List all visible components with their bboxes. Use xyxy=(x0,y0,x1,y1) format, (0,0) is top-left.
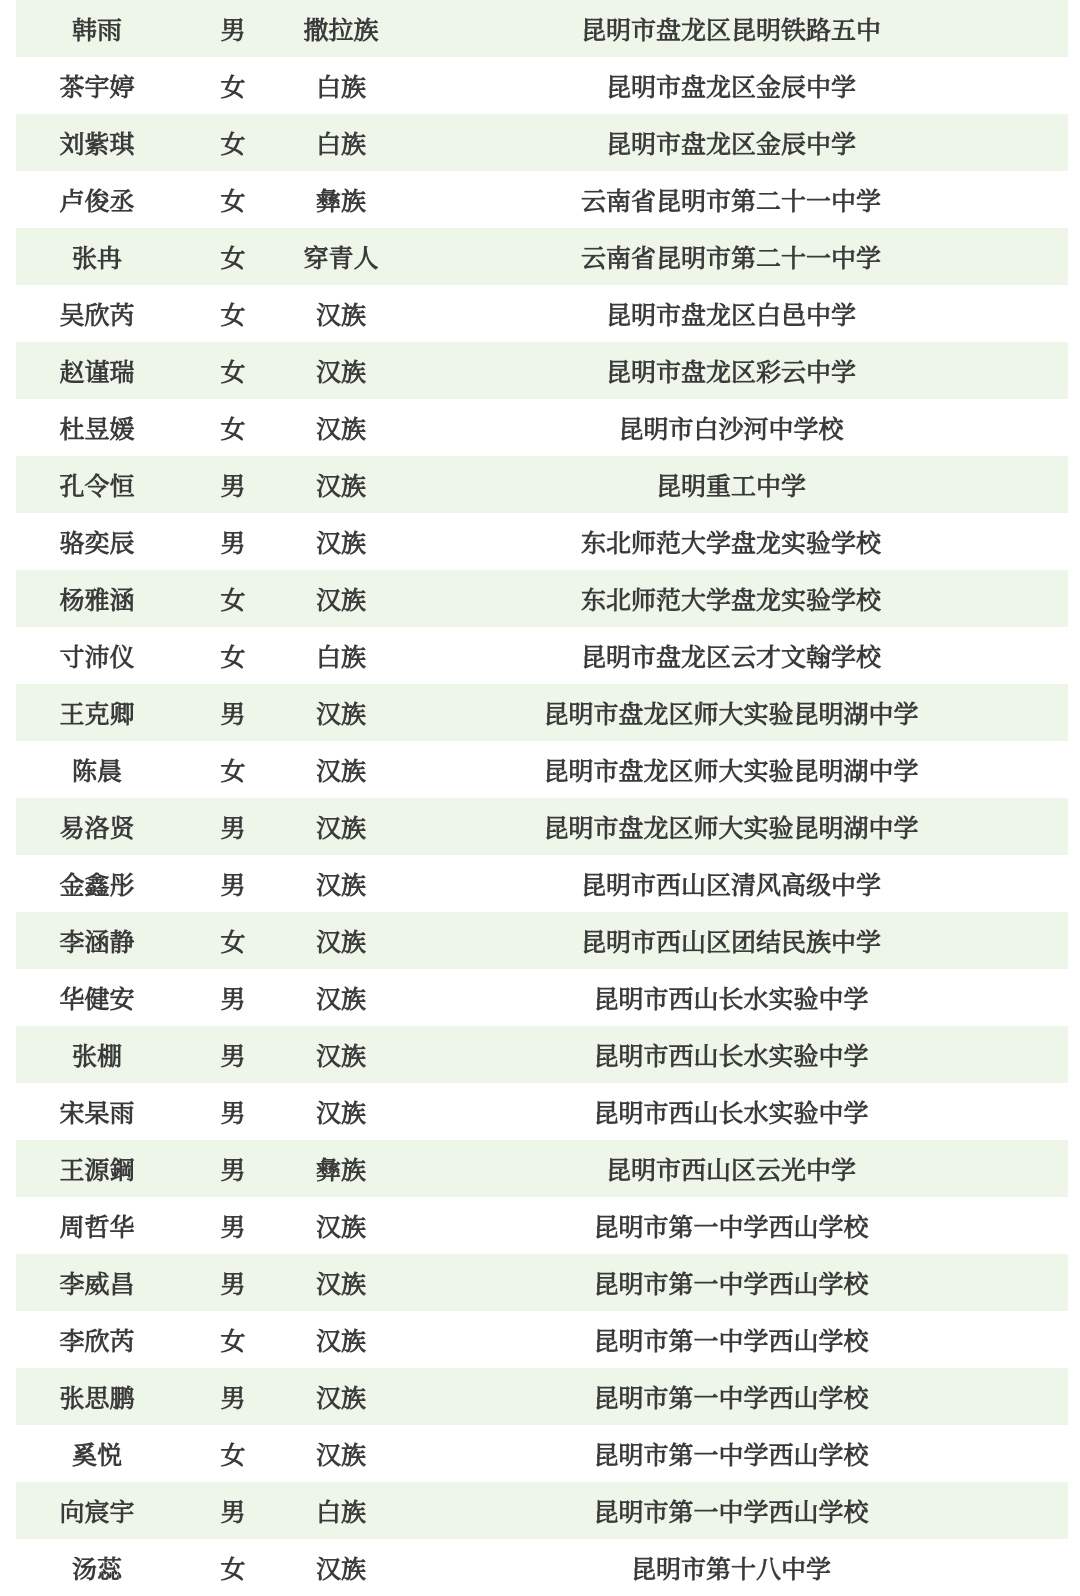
name-cell: 汤蕊 xyxy=(71,1554,122,1584)
school-cell: 昆明市盘龙区彩云中学 xyxy=(605,357,856,387)
table-row xyxy=(16,1083,1068,1140)
gender-cell: 男 xyxy=(220,1269,246,1299)
ethnicity-cell: 彝族 xyxy=(315,1155,366,1185)
table-row xyxy=(16,1140,1068,1197)
name-cell: 王源鋼 xyxy=(59,1155,135,1185)
ethnicity-cell: 汉族 xyxy=(315,1326,366,1356)
school-cell: 昆明市第一中学西山学校 xyxy=(593,1497,869,1527)
table-row xyxy=(16,57,1068,114)
school-cell: 昆明市西山长水实验中学 xyxy=(593,984,869,1014)
ethnicity-cell: 汉族 xyxy=(315,1383,366,1413)
gender-cell: 男 xyxy=(220,1212,246,1242)
name-cell: 金鑫彤 xyxy=(59,870,135,900)
name-cell: 杨雅涵 xyxy=(59,585,135,615)
name-cell: 李威昌 xyxy=(59,1269,135,1299)
gender-cell: 男 xyxy=(220,1098,246,1128)
name-cell: 王克卿 xyxy=(59,699,135,729)
name-cell: 奚悦 xyxy=(71,1440,122,1470)
name-cell: 韩雨 xyxy=(71,15,122,45)
table-row xyxy=(16,969,1068,1026)
gender-cell: 男 xyxy=(220,1383,246,1413)
school-cell: 昆明市盘龙区云才文翰学校 xyxy=(580,642,881,672)
school-cell: 昆明市白沙河中学校 xyxy=(618,414,844,444)
gender-cell: 男 xyxy=(220,471,246,501)
table-row xyxy=(16,1482,1068,1539)
school-cell: 东北师范大学盘龙实验学校 xyxy=(580,528,881,558)
name-cell: 茶宇婷 xyxy=(59,72,135,102)
name-cell: 赵谨瑞 xyxy=(59,357,135,387)
gender-cell: 男 xyxy=(220,984,246,1014)
ethnicity-cell: 白族 xyxy=(315,72,366,102)
gender-cell: 女 xyxy=(220,300,246,330)
school-cell: 昆明市盘龙区白邑中学 xyxy=(605,300,856,330)
table-row xyxy=(16,285,1068,342)
school-cell: 昆明市盘龙区金辰中学 xyxy=(605,72,856,102)
name-cell: 向宸宇 xyxy=(59,1497,135,1527)
school-cell: 昆明市第一中学西山学校 xyxy=(593,1440,869,1470)
name-cell: 李涵静 xyxy=(59,927,135,957)
name-cell: 宋杲雨 xyxy=(59,1098,135,1128)
gender-cell: 女 xyxy=(220,927,246,957)
table-row xyxy=(16,513,1068,570)
table-row xyxy=(16,399,1068,456)
gender-cell: 女 xyxy=(220,129,246,159)
ethnicity-cell: 汉族 xyxy=(315,756,366,786)
name-cell: 张冉 xyxy=(71,243,122,273)
ethnicity-cell: 汉族 xyxy=(315,1440,366,1470)
ethnicity-cell: 撒拉族 xyxy=(303,15,379,45)
table-row xyxy=(16,171,1068,228)
ethnicity-cell: 汉族 xyxy=(315,984,366,1014)
table-row xyxy=(16,342,1068,399)
ethnicity-cell: 汉族 xyxy=(315,1041,366,1071)
name-cell: 杜昱媛 xyxy=(59,414,135,444)
name-cell: 周哲华 xyxy=(59,1212,135,1242)
gender-cell: 女 xyxy=(220,357,246,387)
gender-cell: 男 xyxy=(220,1155,246,1185)
name-cell: 寸沛仪 xyxy=(59,642,135,672)
gender-cell: 女 xyxy=(220,186,246,216)
table-row xyxy=(16,912,1068,969)
school-cell: 昆明市西山区云光中学 xyxy=(605,1155,856,1185)
school-cell: 昆明市第一中学西山学校 xyxy=(593,1212,869,1242)
table-row xyxy=(16,1254,1068,1311)
student-list-table xyxy=(16,0,1068,1596)
school-cell: 昆明市西山区清风高级中学 xyxy=(580,870,881,900)
school-cell: 昆明市第一中学西山学校 xyxy=(593,1269,869,1299)
school-cell: 昆明市西山区团结民族中学 xyxy=(580,927,881,957)
name-cell: 吴欣芮 xyxy=(59,300,135,330)
school-cell: 昆明市盘龙区师大实验昆明湖中学 xyxy=(543,813,919,843)
name-cell: 陈晨 xyxy=(71,756,122,786)
school-cell: 云南省昆明市第二十一中学 xyxy=(580,243,881,273)
gender-cell: 女 xyxy=(220,1440,246,1470)
ethnicity-cell: 汉族 xyxy=(315,414,366,444)
gender-cell: 男 xyxy=(220,813,246,843)
gender-cell: 男 xyxy=(220,870,246,900)
table-row xyxy=(16,627,1068,684)
name-cell: 孔令恒 xyxy=(59,471,135,501)
ethnicity-cell: 汉族 xyxy=(315,927,366,957)
gender-cell: 男 xyxy=(220,1497,246,1527)
table-row xyxy=(16,570,1068,627)
school-cell: 昆明市盘龙区昆明铁路五中 xyxy=(580,15,881,45)
ethnicity-cell: 汉族 xyxy=(315,1269,366,1299)
table-row xyxy=(16,1026,1068,1083)
table-row xyxy=(16,1425,1068,1482)
school-cell: 昆明市西山长水实验中学 xyxy=(593,1041,869,1071)
ethnicity-cell: 汉族 xyxy=(315,1554,366,1584)
table-row xyxy=(16,798,1068,855)
school-cell: 昆明市第一中学西山学校 xyxy=(593,1326,869,1356)
ethnicity-cell: 汉族 xyxy=(315,813,366,843)
ethnicity-cell: 穿青人 xyxy=(303,243,379,273)
school-cell: 昆明重工中学 xyxy=(655,471,806,501)
ethnicity-cell: 白族 xyxy=(315,129,366,159)
gender-cell: 男 xyxy=(220,528,246,558)
ethnicity-cell: 汉族 xyxy=(315,471,366,501)
ethnicity-cell: 汉族 xyxy=(315,1098,366,1128)
gender-cell: 女 xyxy=(220,756,246,786)
school-cell: 昆明市第一中学西山学校 xyxy=(593,1383,869,1413)
gender-cell: 女 xyxy=(220,1326,246,1356)
name-cell: 骆奕辰 xyxy=(59,528,135,558)
ethnicity-cell: 白族 xyxy=(315,1497,366,1527)
gender-cell: 男 xyxy=(220,1041,246,1071)
ethnicity-cell: 彝族 xyxy=(315,186,366,216)
table-row xyxy=(16,1539,1068,1596)
name-cell: 易洛贤 xyxy=(59,813,135,843)
name-cell: 张思鹏 xyxy=(59,1383,135,1413)
name-cell: 刘紫琪 xyxy=(59,129,135,159)
school-cell: 东北师范大学盘龙实验学校 xyxy=(580,585,881,615)
ethnicity-cell: 汉族 xyxy=(315,1212,366,1242)
table-row xyxy=(16,114,1068,171)
gender-cell: 女 xyxy=(220,243,246,273)
ethnicity-cell: 白族 xyxy=(315,642,366,672)
ethnicity-cell: 汉族 xyxy=(315,585,366,615)
table-row xyxy=(16,741,1068,798)
table-row xyxy=(16,855,1068,912)
gender-cell: 女 xyxy=(220,72,246,102)
name-cell: 张棚 xyxy=(71,1041,122,1071)
table-body xyxy=(16,0,1068,1596)
school-cell: 昆明市西山长水实验中学 xyxy=(593,1098,869,1128)
school-cell: 昆明市第十八中学 xyxy=(630,1554,831,1584)
name-cell: 李欣芮 xyxy=(59,1326,135,1356)
table-row xyxy=(16,456,1068,513)
gender-cell: 女 xyxy=(220,642,246,672)
ethnicity-cell: 汉族 xyxy=(315,699,366,729)
table-row xyxy=(16,1368,1068,1425)
table-row xyxy=(16,228,1068,285)
table-row xyxy=(16,1197,1068,1254)
gender-cell: 女 xyxy=(220,585,246,615)
table-row xyxy=(16,0,1068,57)
school-cell: 昆明市盘龙区师大实验昆明湖中学 xyxy=(543,756,919,786)
name-cell: 卢俊丞 xyxy=(59,186,135,216)
ethnicity-cell: 汉族 xyxy=(315,300,366,330)
gender-cell: 男 xyxy=(220,15,246,45)
table-row xyxy=(16,684,1068,741)
gender-cell: 男 xyxy=(220,699,246,729)
ethnicity-cell: 汉族 xyxy=(315,870,366,900)
ethnicity-cell: 汉族 xyxy=(315,528,366,558)
table-row xyxy=(16,1311,1068,1368)
gender-cell: 女 xyxy=(220,1554,246,1584)
gender-cell: 女 xyxy=(220,414,246,444)
ethnicity-cell: 汉族 xyxy=(315,357,366,387)
school-cell: 昆明市盘龙区金辰中学 xyxy=(605,129,856,159)
name-cell: 华健安 xyxy=(59,984,135,1014)
school-cell: 昆明市盘龙区师大实验昆明湖中学 xyxy=(543,699,919,729)
school-cell: 云南省昆明市第二十一中学 xyxy=(580,186,881,216)
